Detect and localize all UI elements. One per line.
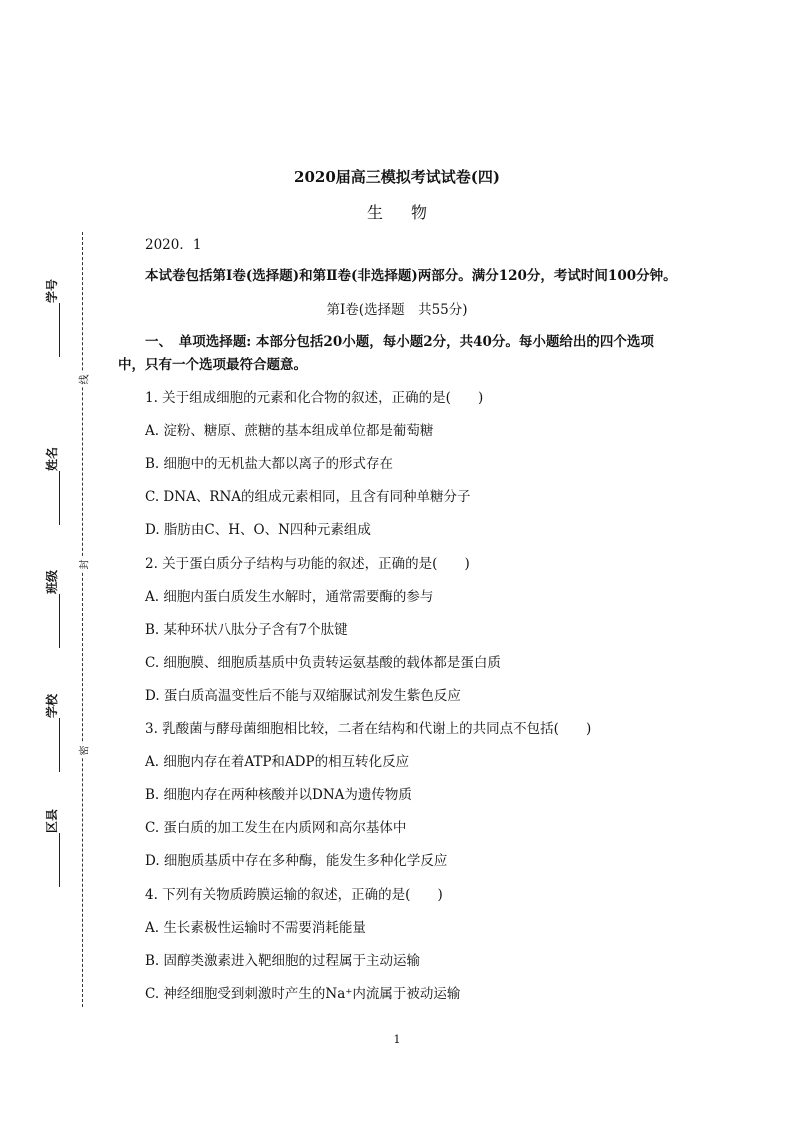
exam-date: 2020．1 [145,237,202,253]
q2-option-d: D. 蛋白质高温变性后不能与双缩脲试剂发生紫色反应 [145,688,461,704]
q3-option-c: C. 蛋白质的加工发生在内质网和高尔基体中 [145,820,407,836]
q4-option-c: C. 神经细胞受到刺激时产生的Na⁺内流属于被动运输 [145,986,461,1002]
q1-option-d: D. 脂肪由C、H、O、N四种元素组成 [145,522,371,538]
q3-option-a: A. 细胞内存在着ATP和ADP的相互转化反应 [145,754,410,770]
q2-option-a: A. 细胞内蛋白质发生水解时，通常需要酶的参与 [145,589,434,605]
q2-option-b: B. 某种环状八肽分子含有7个肽键 [145,622,348,638]
q4-option-b: B. 固醇类激素进入靶细胞的过程属于主动运输 [145,953,421,969]
page-number: 1 [393,1033,401,1046]
q1-option-b: B. 细胞中的无机盐大都以离子的形式存在 [145,456,394,472]
field-underline[interactable] [45,718,60,772]
field-label: 学校 [45,694,59,719]
field-school[interactable] [40,692,60,772]
q1-option-c: C. DNA、RNA的组成元素相同，且含有同种单糖分子 [145,489,471,505]
q2-option-c: C. 细胞膜、细胞质基质中负责转运氨基酸的载体都是蛋白质 [145,655,501,671]
field-district[interactable] [40,807,60,887]
q4-option-a: A. 生长素极性运输时不需要消耗能量 [145,920,366,936]
question-4: 4. 下列有关物质跨膜运输的叙述，正确的是( ) [145,887,443,903]
q1-option-a: A. 淀粉、糖原、蔗糖的基本组成单位都是葡萄糖 [145,423,434,439]
field-name[interactable] [40,445,60,525]
question-1: 1. 关于组成细胞的元素和化合物的叙述，正确的是( ) [145,390,484,406]
field-label: 班级 [45,570,59,595]
field-class[interactable] [40,568,60,648]
binding-mark-feng: 封 [76,558,91,572]
field-label: 姓名 [45,447,59,472]
exam-subject: 生物 [366,203,455,222]
q3-option-d: D. 细胞质基质中存在多种酶，能发生多种化学反应 [145,853,448,869]
binding-mark-xian: 线 [76,373,91,387]
field-underline[interactable] [45,471,60,525]
field-underline[interactable] [45,833,60,887]
binding-dashed-line [82,232,83,1007]
exam-title: 2020届高三模拟考试试卷(四) [294,168,500,186]
section-instructions-line-1: 一、 单项选择题: 本部分包括20小题，每小题2分，共40分。每小题给出的四个选项 [145,334,654,350]
exam-intro: 本试卷包括第Ⅰ卷(选择题)和第Ⅱ卷(非选择题)两部分。满分120分，考试时间100分钟。 [145,268,677,284]
question-3: 3. 乳酸菌与酵母菌细胞相比较，二者在结构和代谢上的共同点不包括( ) [145,721,592,737]
field-label: 区县 [45,809,59,834]
field-underline[interactable] [45,594,60,648]
q3-option-b: B. 细胞内存在两种核酸并以DNA为遗传物质 [145,787,412,803]
question-2: 2. 关于蛋白质分子结构与功能的叙述，正确的是( ) [145,556,470,572]
section-instructions-line-2: 中，只有一个选项最符合题意。 [118,357,307,373]
part-title: 第Ⅰ卷(选择题 共55分) [326,302,468,318]
field-label: 学号 [45,279,59,304]
binding-mark-mi: 密 [76,744,91,758]
